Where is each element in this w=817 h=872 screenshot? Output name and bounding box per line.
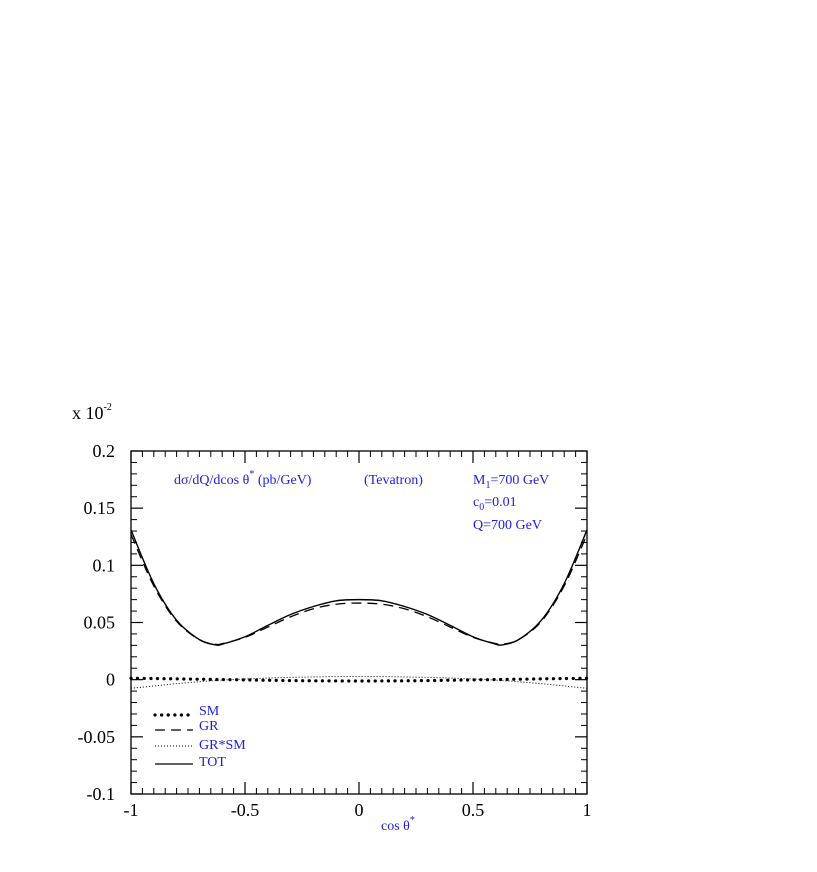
y-tick-label: 0.1	[92, 555, 115, 576]
series-curves	[131, 530, 587, 688]
x-axis-label: cos θ*	[381, 815, 415, 834]
series-line-gr	[131, 534, 587, 644]
legend-label-gr: GR	[199, 719, 219, 734]
x-tick-label: -1	[123, 800, 139, 820]
y-tick-label: -0.05	[77, 726, 115, 747]
legend-label-grsm: GR*SM	[199, 738, 246, 753]
legend	[155, 704, 246, 770]
collider-label: (Tevatron)	[364, 473, 423, 488]
x-tick-label: 0.5	[461, 800, 485, 820]
x-tick-label: 1	[582, 800, 592, 820]
series-line-sm	[131, 678, 587, 681]
param-mass: $M_1=700$ GeV	[473, 473, 550, 491]
legend-label-sm: SM	[199, 704, 220, 719]
param-c0: $c_0=0.01$	[473, 495, 517, 513]
series-line-tot	[131, 530, 587, 645]
y-tick-label: 0.15	[83, 498, 115, 519]
y-tick-label: -0.1	[86, 784, 115, 804]
chart-title: dσ/dQ/dcos θ* (pb/GeV)	[174, 469, 312, 488]
y-tick-label: 0.2	[92, 441, 115, 461]
series-line-gr-sm	[131, 676, 587, 688]
y-tick-label: 0	[106, 669, 115, 690]
x-tick-label: -0.5	[230, 800, 260, 820]
legend-label-tot: TOT	[199, 755, 226, 770]
y-tick-label: 0.05	[83, 612, 115, 633]
param-q: Q=700 GeV	[473, 518, 542, 533]
multiplier-label: x $10^{-2}$	[72, 402, 112, 423]
x-tick-label: 0	[354, 800, 364, 820]
